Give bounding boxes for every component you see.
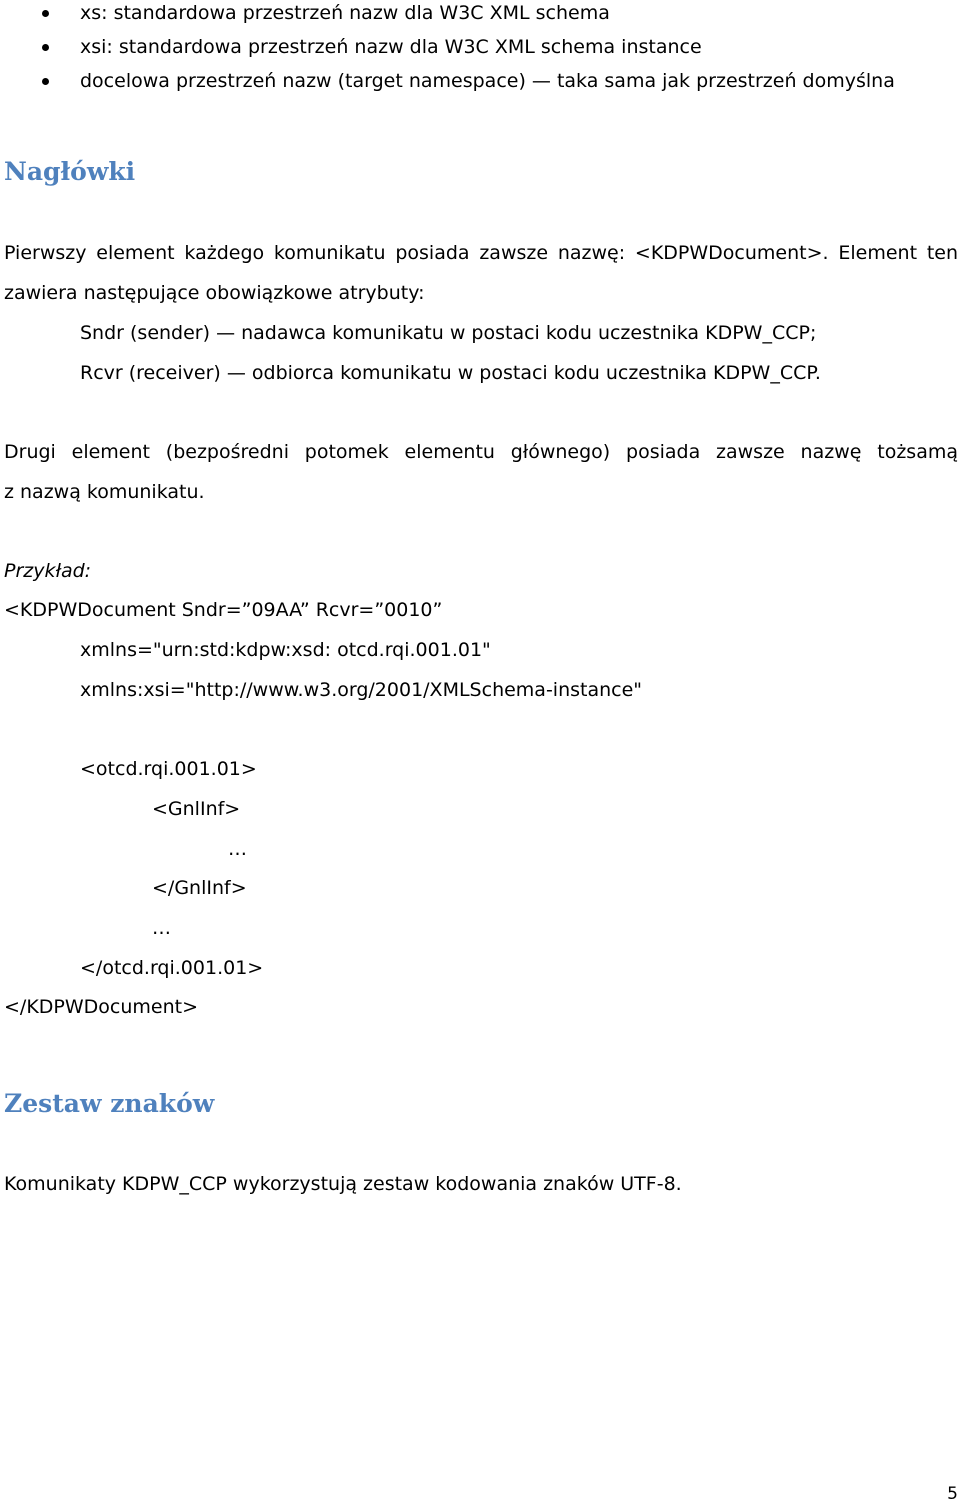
code-line: … [152, 917, 171, 939]
code-line: <otcd.rqi.001.01> [80, 758, 257, 780]
code-line: xmlns:xsi="http://www.w3.org/2001/XMLSchema-instance" [80, 679, 643, 701]
paragraph-second-element-line2: z nazwą komunikatu. [4, 481, 205, 503]
code-line: <GnlInf> [152, 798, 241, 820]
bullet-dot-icon [42, 44, 49, 51]
paragraph-first-element-line2: zawiera następujące obowiązkowe atrybuty: [4, 282, 425, 304]
page-number: 5 [947, 1484, 958, 1504]
attribute-sndr: Sndr (sender) — nadawca komunikatu w postaci kodu uczestnika KDPW_CCP; [80, 322, 817, 344]
code-line: … [228, 838, 247, 860]
bullet-item-1: xs: standardowa przestrzeń nazw dla W3C XML schema [80, 2, 610, 24]
bullet-dot-icon [42, 78, 49, 85]
attribute-rcvr: Rcvr (receiver) — odbiorca komunikatu w postaci kodu uczestnika KDPW_CCP. [80, 362, 821, 384]
code-line: </otcd.rqi.001.01> [80, 957, 264, 979]
bullet-item-2: xsi: standardowa przestrzeń nazw dla W3C XML schema instance [80, 36, 702, 58]
section-heading-zestaw-znakow: Zestaw znaków [4, 1089, 215, 1118]
code-line: </KDPWDocument> [4, 996, 199, 1018]
paragraph-first-element-line1: Pierwszy element każdego komunikatu posiada zawsze nazwę: <KDPWDocument>. Element ten [4, 242, 958, 264]
code-line: xmlns="urn:std:kdpw:xsd: otcd.rqi.001.01" [80, 639, 491, 661]
code-line: <KDPWDocument Sndr=”09AA” Rcvr=”0010” [4, 599, 443, 621]
example-label: Przykład: [4, 560, 92, 582]
code-line: </GnlInf> [152, 877, 247, 899]
bullet-item-3: docelowa przestrzeń nazw (target namespace) — taka sama jak przestrzeń domyślna [80, 70, 895, 92]
section-heading-naglowki: Nagłówki [4, 157, 136, 186]
paragraph-second-element-line1: Drugi element (bezpośredni potomek elementu głównego) posiada zawsze nazwę tożsamą [4, 441, 958, 463]
paragraph-charset: Komunikaty KDPW_CCP wykorzystują zestaw kodowania znaków UTF-8. [4, 1173, 682, 1195]
bullet-dot-icon [42, 10, 49, 17]
